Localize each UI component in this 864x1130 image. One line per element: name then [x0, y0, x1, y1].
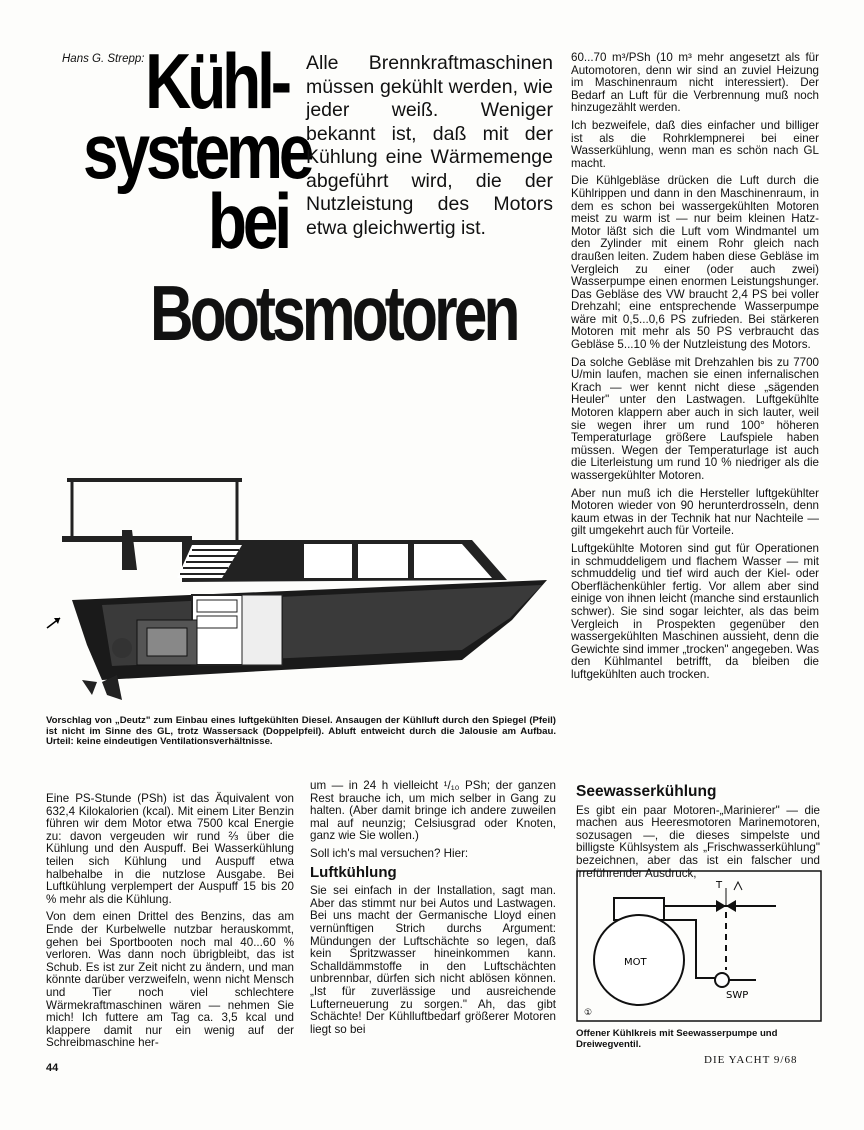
paragraph: Sie sei einfach in der Installation, sagt man. Aber das stimmt nur bei Autos und Lastwagen. Bei uns macht der Germanische Lloyd einen vernünftigen Strich durchs Argument: Mündungen der Luftschächte so legen, daß kein Spritzwasser hineinkommen kann. Schalldämmstoffe in den Luftschächten unbrennbar, dürfen sich nicht ablösen können. „Ist für zuverlässige und ausreichende Lufterneuerung zu sorgen." Ah, das gibt Schächte! Der Kühlluftbedarf größerer Motoren liegt so bei — [310, 884, 556, 1036]
section-heading-luftkuehlung: Luftkühlung — [310, 863, 397, 881]
diagram-label-mot: MOT — [624, 957, 647, 968]
paragraph: Eine PS-Stunde (PSh) ist das Äquivalent von 632,4 Kilokalorien (kcal). Mit einem Liter Benzin führen wir dem Motor etwa 7500 kcal Energie zu: davon vergeuden wir rund ⅔ über die Kühlung und den Auspuff. Bei Wasserkühlung teilen sich Kühlung und Auspuff etwa halbehalbe in die nutzlose Ausgabe. Bei Luftkühlung verplempert der Auspuff 15 bis 20 % mehr als die Kühlung. — [46, 792, 294, 906]
boat-cutaway-illustration — [42, 470, 557, 710]
boat-caption: Vorschlag von „Deutz" zum Einbau eines luftgekühlten Diesel. Ansaugen der Kühlluft durch den Spiegel (Pfeil) ist nicht im Sinne des GL, trotz Wassersack (Doppelpfeil). Abluft entweicht durch die Jalousie am Aufbau. Urteil: keine eindeutigen Ventilationsverhältnisse. — [46, 715, 556, 747]
page-number: 44 — [46, 1062, 59, 1074]
diagram-caption: Offener Kühlkreis mit Seewasserpumpe und Dreiwegventil. — [576, 1028, 778, 1050]
section-heading-seewasserkuehlung: Seewasserkühlung — [576, 783, 717, 800]
article-title — [83, 37, 311, 265]
column-1 — [46, 793, 294, 1055]
right-column — [571, 52, 819, 687]
column-2 — [310, 780, 556, 1041]
title-line-4: Bootsmotoren — [150, 269, 517, 357]
title-line-3: bei — [207, 177, 288, 265]
diagram-label-number: ① — [584, 1008, 593, 1018]
paragraph: Aber nun muß ich die Hersteller luftgekühlter Motoren wieder von 90 herunterdrosseln, denn kaum etwas in der Technik hat nur Nachteile — gilt umgekehrt auch für Vorteile. — [571, 486, 819, 538]
cooling-circuit-diagram — [576, 870, 822, 1022]
title-line-2: systeme — [83, 107, 311, 195]
title-line-1: Kühl- — [145, 37, 288, 125]
paragraph: 60...70 m³/PSh (10 m³ mehr angesetzt als für Automotoren, denn wir sind an zuviel Heizung im Maschinenraum nicht interessiert). Der Bedarf an Luft für die Verbrennung muß noch hinzugezählt werden. — [571, 51, 819, 115]
paragraph: Von dem einen Drittel des Benzins, das am Ende der Kurbelwelle nutzbar herauskommt, gehen bei Sportbooten noch mal 40...60 % verloren. Was dann noch übrigbleibt, das ist Schub. Es ist zur Zeit nicht zu ändern, und man könnte darüber verzweifeln, wenn nicht Mensch und Tier noch viel schlechtere Wärmekraftmaschinen wären — nehmen Sie mich! Ich futtere am Tag ca. 3,5 kcal und klappere damit nur ein wenig auf der Schreibmaschine her- — [46, 910, 294, 1050]
paragraph: Luftgekühlte Motoren sind gut für Operationen in schmuddeligem und flachem Wasser — mit schmuddelig und tief wird auch der Kiel- oder Oberflächenkühler fertig. Vor allem aber sind einige von ihnen leicht (manche sind erstaunlich schwer). Sie sind sogar leichter, als das beim Vergleich in Prospekten gegenüber den wassergekühlten Maschinen aussieht, denn die Gewichte sind immer „trocken" angegeben. Was den Kühlmantel betrifft, da bleiben die luftgekühlten auch trocken. — [571, 541, 819, 681]
publication-footer: DIE YACHT 9/68 — [704, 1054, 798, 1066]
diagram-label-t: T — [716, 880, 723, 891]
paragraph: um — in 24 h vielleicht ¹/₁₀ PSh; der ganzen Rest brauche ich, um mich selber in Gang zu halten. (Aber damit bringe ich andere zuweilen mal auf neunzig; Celsiusgrad oder Knoten, ganz wie Sie wollen.) — [310, 779, 556, 843]
paragraph: Da solche Gebläse mit Drehzahlen bis zu 7700 U/min laufen, machen sie einen infernalischen Krach — wer kennt nicht diese „sägenden Heuler" unter den Lastwagen. Luftgekühlte Motoren klappern aber auch in sich lauter, weil sie wegen ihrer um rund 100° höheren Temperaturlage größere Laufspiele haben müssen. Wegen der Temperaturlage ist auch die Literleistung um rund 10 % niedriger als die wassergekühlter Motoren. — [571, 355, 819, 482]
paragraph: Die Kühlgebläse drücken die Luft durch die Kühlrippen und dann in den Maschinenraum, in dem es schon bei wassergekühlten Motoren meist zu warm ist — nur beim kleinen Hatz-Motor läßt sich die Luft vom Windmantel um den Zylinder mit einem Rohr gleich nach draußen leiten. Zudem haben diese Gebläse im Vergleich zu einer (oder auch zwei) Wasserpumpe einen enormen Leistungshunger. Das Gebläse des VW braucht 2,4 PS bei voller Drehzahl; eine entsprechende Wasserpumpe wäre mit 0,5...0,6 PS zufrieden. Bei stärkeren Motoren mit mehr als 50 PS verbraucht das Gebläse 5...10 % der Nutzleistung des Motors. — [571, 174, 819, 352]
lead-paragraph: Alle Brennkraftmaschinen müssen gekühlt werden, wie jeder weiß. Weniger bekannt ist, daß mit der Kühlung eine Wärmemenge abgeführt wird, die der Nutzleistung des Motors etwa gleichwertig ist. — [306, 52, 553, 239]
paragraph: Ich bezweifele, daß dies einfacher und billiger ist als die Rohrklempnerei bei einer Wasserkühlung, wenn man es schön nach GL macht. — [571, 118, 819, 170]
paragraph: Es gibt ein paar Motoren-„Marinierer" — die machen aus Heeresmotoren Marinemotoren, sozusagen —, die dieses simpelste und billigste Kühlsystem als „Frischwasserkühlung" bezeichnen, aber das ist ein falscher und irreführender Ausdruck, — [576, 803, 820, 880]
paragraph: Soll ich's mal versuchen? Hier: — [310, 846, 469, 860]
author-byline: Hans G. Strepp: — [62, 53, 145, 65]
diagram-label-swp: SWP — [726, 990, 749, 1001]
